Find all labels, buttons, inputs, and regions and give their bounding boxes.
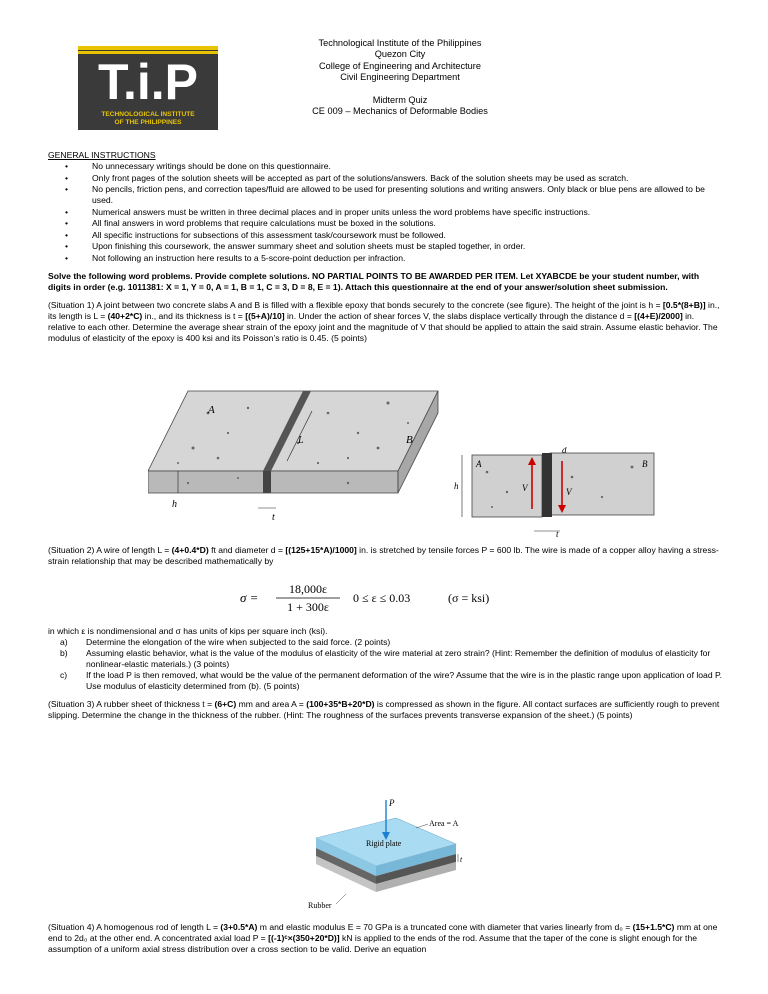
situation-2 [48, 545, 724, 567]
rubber-sheet-figure [306, 796, 466, 911]
fig1-label-t: t [272, 512, 275, 523]
situation-4-text: (Situation 4) A homogenous rod of length L = (3+0.5*A) m and elastic modulus E = 70 GPa is a truncated cone with diameter that varies linearly from d₀ = (15+1.5*C) mm at one end to 2d₀ at the other end. A concentrated axial load P = [(-1)ᶜ×(350+20*D)] kN is applied to the ends of the rod. Assume that the taper of the cone is slight enough for the assumption of a uniform axial stress distribution over a cross section to be valid. Derive an equation [48, 922, 718, 954]
logo-letters: T.i.P [97, 54, 199, 110]
fig2-label-h: h [454, 481, 459, 491]
question-item: a) Determine the elongation of the wire when subjected to the said force. (2 points) [60, 637, 391, 647]
instruction-item: • Only front pages of the solution sheets will be accepted as part of the solutions/answers. Back of the solution sheets may be used as scratch. [92, 173, 724, 184]
tip-logo [78, 46, 218, 130]
campus: Quezon City [374, 49, 426, 60]
course-title: CE 009 – Mechanics of Deformable Bodies [312, 106, 488, 117]
fig1-label-a: A [208, 404, 215, 416]
general-instructions-list [48, 161, 724, 264]
fig2-label-v2: V [566, 487, 572, 497]
equation-denominator: 1 + 300ε [287, 600, 329, 614]
logo-banner-line1: TECHNOLOGICAL INSTITUTE [101, 111, 195, 118]
directive-paragraph: Solve the following word problems. Provide complete solutions. NO PARTIAL POINTS TO BE AWARDED PER ITEM. Let XYABCDE be your student number, with digits in order (e.g. 1011381: X = 1, Y = 0, A = 1, B = 1, C = 3, D = 8, E = 1). Attach this questionnaire at the end of your answer/solution sheet submission. [48, 270, 700, 292]
instruction-item: • All final answers in word problems that require calculations must be boxed in the solutions. [92, 218, 724, 229]
fig1-label-l: L [298, 435, 304, 446]
general-instructions-title: GENERAL INSTRUCTIONS [48, 150, 156, 160]
department: Civil Engineering Department [340, 72, 460, 83]
equation-numerator: 18,000ε [288, 582, 328, 596]
instruction-item: • Upon finishing this coursework, the answer summary sheet and solution sheets must be stapled together, in order. [92, 241, 724, 252]
exam-title: Midterm Quiz [372, 94, 428, 105]
fig2-label-a: A [476, 459, 482, 469]
document-body [48, 150, 724, 344]
institution-name: Technological Institute of the Philippines [318, 38, 482, 48]
fig3-label-rubber: Rubber [308, 901, 332, 910]
situation-4 [48, 922, 724, 955]
equation-lhs: σ = [240, 590, 259, 605]
fig2-label-b: B [642, 459, 648, 469]
fig3-label-p: P [389, 798, 395, 808]
college: College of Engineering and Architecture [319, 60, 481, 71]
instruction-item: • All specific instructions for subsections of this assessment task/coursework must be followed. [92, 230, 724, 241]
fig1-label-b: B [406, 434, 413, 446]
instruction-item: • Numerical answers must be written in three decimal places and in proper units unless the word problems have specific instructions. [92, 207, 724, 218]
fig3-label-area: Area = A [429, 819, 459, 828]
slab-side-view-figure [452, 447, 662, 539]
instruction-item: • No unnecessary writings should be done on this questionnaire. [92, 161, 724, 172]
document-header [250, 38, 550, 117]
equation-range: 0 ≤ ε ≤ 0.03 [353, 591, 411, 605]
situation-2-questions [48, 637, 724, 692]
question-item: c) If the load P is then removed, what would be the value of the permanent deformation of the wire? Assume that the wire is in the plastic range upon application of load P. Use modulus of elasticity determined from (b). (5 points) [60, 670, 723, 691]
fig2-label-t: t [556, 529, 559, 539]
question-item: b) Assuming elastic behavior, what is the value of the modulus of elasticity of the wire material at zero strain? (Hint: Remember the definition of modulus of elasticity for nonlinear-elastic materials.) (3 points) [60, 648, 711, 669]
equation-unit: (σ = ksi) [448, 591, 490, 605]
fig3-label-t: t [460, 855, 463, 864]
stress-strain-equation [238, 580, 528, 616]
situation-1-text: (Situation 1) A joint between two concrete slabs A and B is filled with a flexible epoxy that bonds securely to the concrete (see figure). The height of the joint is h = [0.5*(8+B)] in., its length is L = (40+2*C) in., and its thickness is t = [(5+A)/10] in. Under the action of shear forces V, the slabs displace vertically through the distance d = [(4+E)/2000] in. relative to each other. Determine the average shear strain of the epoxy joint and the magnitude of V that should be applied to attain the said strain. Assume elastic behavior. The modulus of elasticity of the epoxy is 400 ksi and its Poisson’s ratio is 0.45. (5 points) [48, 299, 720, 343]
instruction-item: • No pencils, friction pens, and correction tapes/fluid are allowed to be used for presenting solutions and writing answers. Only black or blue pens are allowed to be used. [92, 184, 724, 206]
fig2-label-v1: V [522, 483, 528, 493]
fig3-label-plate: Rigid plate [366, 839, 402, 848]
fig1-label-h: h [172, 499, 177, 510]
logo-banner-line2: OF THE PHILIPPINES [114, 119, 182, 126]
situation-2-after-text: in which ε is nondimensional and σ has units of kips per square inch (ksi). [48, 626, 328, 636]
slab-joint-figure [148, 383, 448, 523]
instruction-item: • Not following an instruction here results to a 5-score-point deduction per infraction. [92, 253, 724, 264]
fig2-label-d: d [562, 447, 567, 455]
situation-2-text: (Situation 2) A wire of length L = (4+0.4*D) ft and diameter d = [(125+15*A)/1000] in. is stretched by tensile forces P = 600 lb. The wire is made of a copper alloy having a stress-strain relationship that may be described mathematically by [48, 545, 719, 566]
situation-3-text: (Situation 3) A rubber sheet of thickness t = (6+C) mm and area A = (100+35*B+20*D) is compressed as shown in the figure. All contact surfaces are sufficiently rough to prevent slipping. Determine the change in the thickness of the rubber. (Hint: The roughness of the surfaces prevents transverse expansion of the sheet.) (5 points) [48, 699, 720, 720]
situation-2-continued [48, 626, 724, 721]
